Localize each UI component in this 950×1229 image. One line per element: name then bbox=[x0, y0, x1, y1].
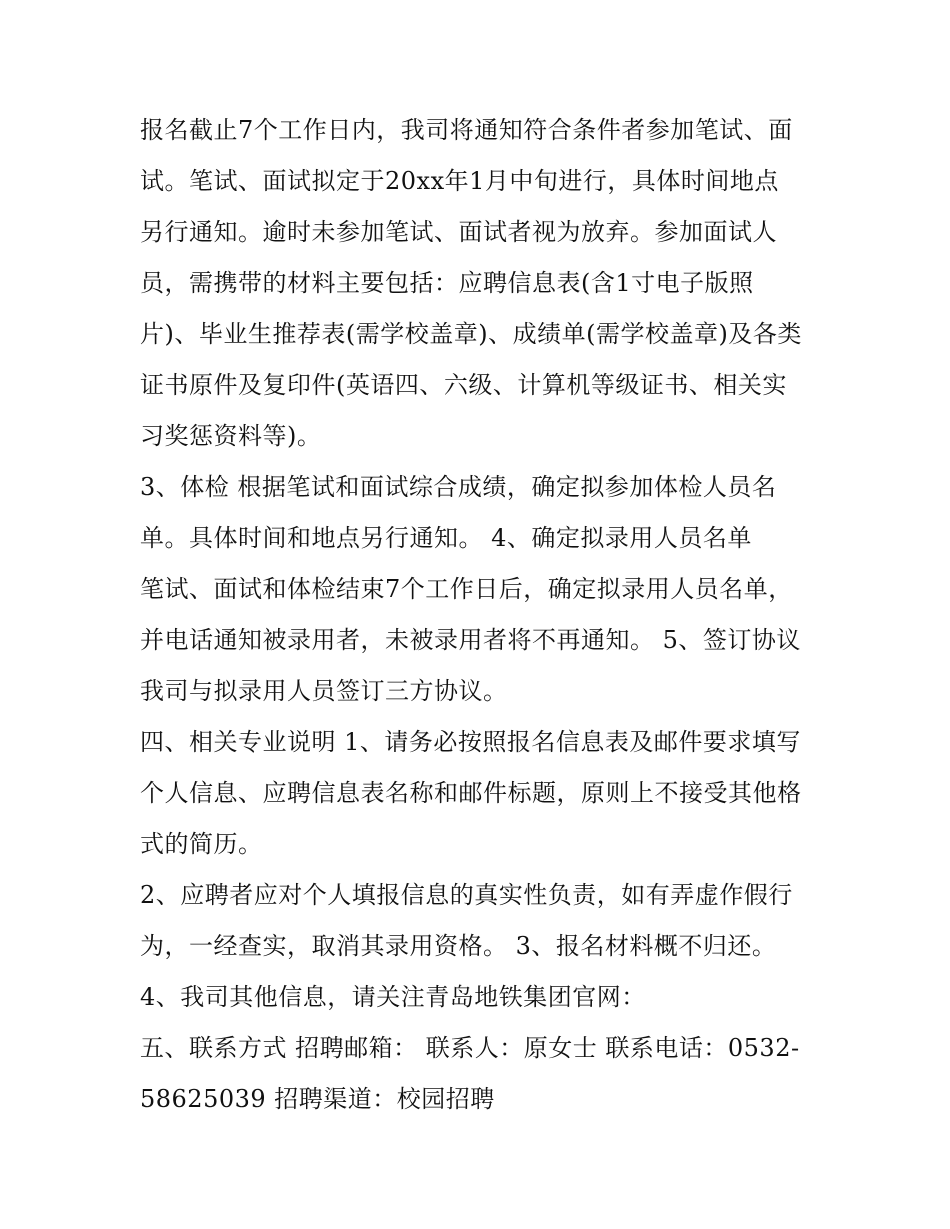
text-line: 报名截止7个工作日内，我司将通知符合条件者参加笔试、面 bbox=[140, 116, 793, 144]
text-line: 2、应聘者应对个人填报信息的真实性负责，如有弄虚作假行 bbox=[140, 881, 793, 909]
text-line: 为，一经查实，取消其录用资格。 3、报名材料概不归还。 bbox=[140, 932, 777, 960]
document-body bbox=[140, 105, 830, 1125]
text-line: 笔试、面试和体检结束7个工作日后，确定拟录用人员名单， bbox=[140, 575, 793, 603]
text-line: 并电话通知被录用者，未被录用者将不再通知。 5、签订协议 bbox=[140, 626, 801, 654]
text-line: 四、相关专业说明 1、请务必按照报名信息表及邮件要求填写 bbox=[140, 728, 801, 756]
text-line: 4、我司其他信息，请关注青岛地铁集团官网： bbox=[140, 983, 646, 1011]
text-line: 员，需携带的材料主要包括：应聘信息表(含1寸电子版照 bbox=[140, 269, 754, 297]
text-line: 试。笔试、面试拟定于20xx年1月中旬进行，具体时间地点 bbox=[140, 167, 779, 195]
text-line: 单。具体时间和地点另行通知。 4、确定拟录用人员名单 bbox=[140, 524, 752, 552]
text-line: 式的简历。 bbox=[140, 830, 263, 858]
text-line: 另行通知。逾时未参加笔试、面试者视为放弃。参加面试人 bbox=[140, 218, 777, 246]
text-line: 58625039 招聘渠道：校园招聘 bbox=[140, 1085, 495, 1113]
text-line: 证书原件及复印件(英语四、六级、计算机等级证书、相关实 bbox=[140, 371, 787, 399]
text-line: 个人信息、应聘信息表名称和邮件标题，原则上不接受其他格 bbox=[140, 779, 802, 807]
text-line: 片)、毕业生推荐表(需学校盖章)、成绩单(需学校盖章)及各类 bbox=[140, 320, 802, 348]
text-line: 五、联系方式 招聘邮箱： 联系人：原女士 联系电话：0532- bbox=[140, 1034, 800, 1062]
text-line: 3、体检 根据笔试和面试综合成绩，确定拟参加体检人员名 bbox=[140, 473, 777, 501]
text-line: 我司与拟录用人员签订三方协议。 bbox=[140, 677, 508, 705]
text-line: 习奖惩资料等)。 bbox=[140, 422, 322, 450]
